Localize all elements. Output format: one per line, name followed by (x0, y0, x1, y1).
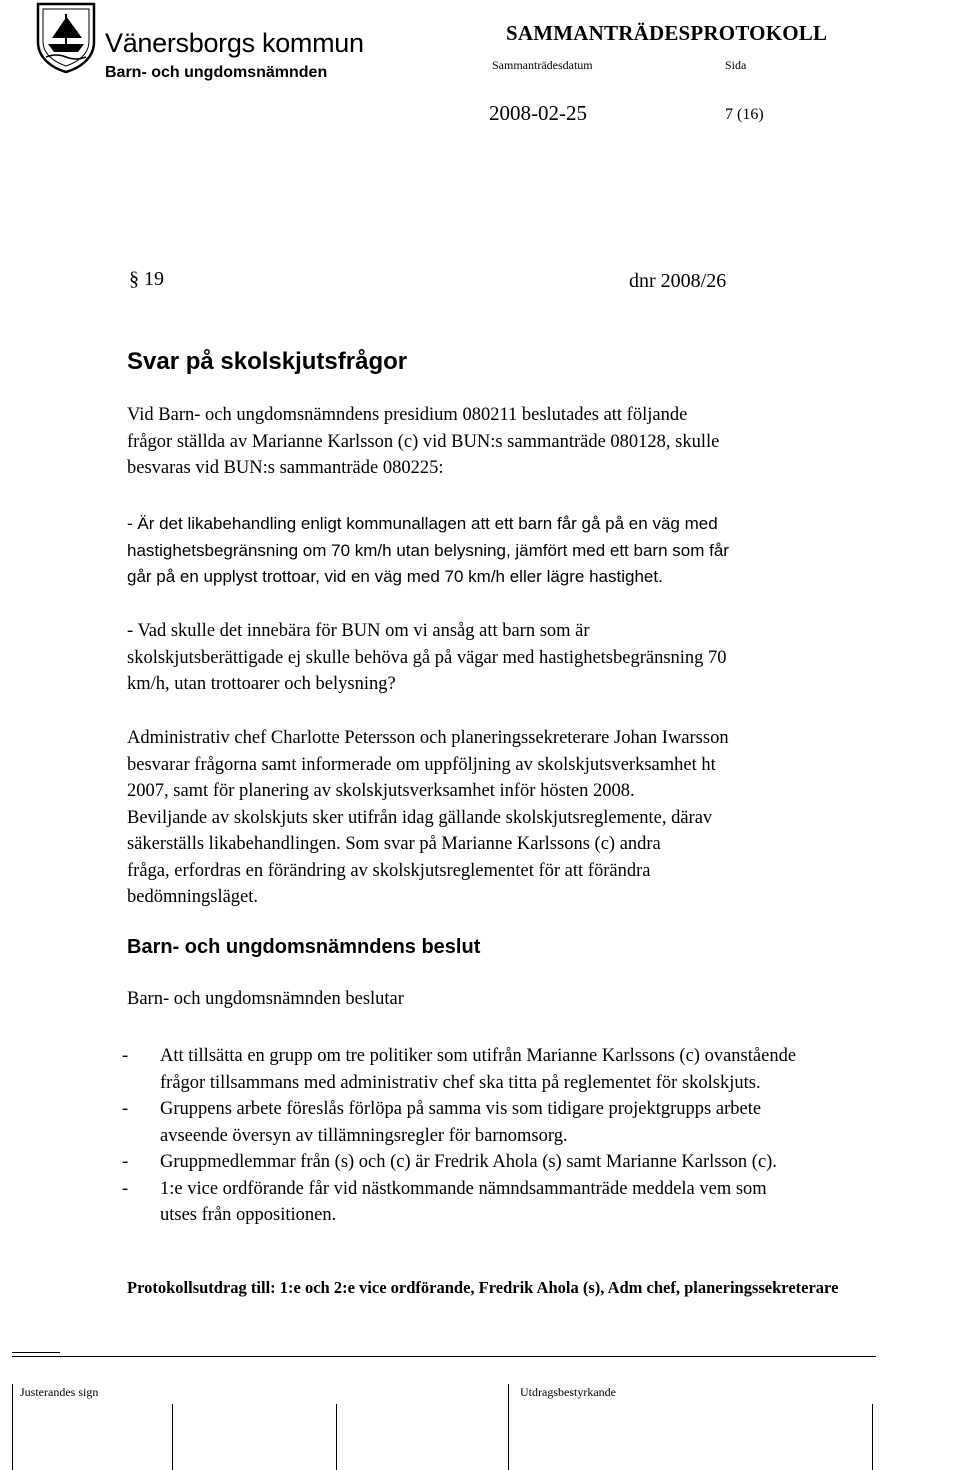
text-line: - Vad skulle det innebära för BUN om vi ansåg att barn som är (127, 621, 590, 641)
text-line: utses från oppositionen. (160, 1205, 337, 1225)
text-line: - Är det likabehandling enligt kommunallagen att ett barn får gå på en väg med (127, 514, 718, 533)
signature-box-divider (872, 1404, 873, 1470)
signature-box-divider (12, 1384, 13, 1470)
extract-certification-label: Utdragsbestyrkande (520, 1385, 616, 1399)
signature-box-divider (508, 1384, 509, 1470)
text-line: Vid Barn- och ungdomsnämndens presidium 080211 beslutades att följande (127, 405, 688, 425)
text-line: skolskjutsberättigade ej skulle behöva gå på vägar med hastighetsbegränsning 70 (127, 647, 727, 668)
text-line: bedömningsläget. (127, 887, 259, 907)
sign-label: Justerandes sign (20, 1385, 99, 1399)
dash-marker: - (122, 1099, 129, 1119)
list-item (122, 1149, 796, 1176)
department-name: Barn- och ungdomsnämnden (105, 64, 328, 81)
question-one (127, 511, 729, 591)
text-line: Gruppens arbete föreslås förlöpa på samma vis som tidigare projektgrupps arbete (160, 1099, 762, 1119)
signature-box-divider (336, 1404, 337, 1470)
text-line: besvaras vid BUN:s sammanträde 080225: (127, 458, 444, 478)
registration-number: dnr 2008/26 (629, 270, 727, 292)
dash-marker: - (122, 1178, 129, 1199)
text-line: säkerställs likabehandlingen. Som svar på Marianne Karlssons (c) andra (127, 834, 661, 854)
footer-rule (12, 1356, 876, 1357)
document-type: SAMMANTRÄDESPROTOKOLL (506, 21, 828, 45)
decision-lead: Barn- och ungdomsnämnden beslutar (127, 989, 404, 1009)
question-two (127, 618, 727, 698)
decision-list (122, 1043, 796, 1229)
text-line: Att tillsätta en grupp om tre politiker som utifrån Marianne Karlssons (c) ovanstående (160, 1046, 797, 1066)
text-line: hastighetsbegränsning om 70 km/h utan belysning, jämfört med ett barn som får (127, 540, 729, 560)
dash-marker: - (122, 1046, 129, 1066)
text-line: Beviljande av skolskjuts sker utifrån idag gällande skolskjutsreglemente, därav (127, 807, 713, 828)
text-line: Gruppmedlemmar från (s) och (c) är Fredrik Ahola (s) samt Marianne Karlsson (c). (160, 1152, 777, 1172)
decision-heading: Barn- och ungdomsnämndens beslut (127, 936, 481, 958)
footer-short-rule (12, 1352, 60, 1353)
text-line: fråga, erfordras en förändring av skolskjutsreglementet för att förändra (127, 860, 651, 881)
text-line: 1:e vice ordförande får vid nästkommande nämndsammanträde meddela vem som (160, 1178, 767, 1199)
text-line: går på en upplyst trottoar, vid en väg med 70 km/h eller lägre hastighet. (127, 567, 663, 586)
page-number: 7 (16) (725, 106, 764, 123)
meeting-date-label: Sammanträdesdatum (492, 58, 593, 72)
answer-paragraph (127, 725, 729, 911)
organization-name: Vänersborgs kommun (105, 28, 364, 58)
text-line: avseende översyn av tillämningsregler för barnomsorg. (160, 1125, 568, 1146)
signature-box-divider (172, 1404, 173, 1470)
text-line: frågor ställda av Marianne Karlsson (c) vid BUN:s sammanträde 080128, skulle (127, 431, 720, 452)
text-line: 2007, samt för planering av skolskjutsverksamhet inför hösten 2008. (127, 781, 635, 801)
list-item (122, 1096, 796, 1149)
list-item (122, 1176, 796, 1229)
list-item (122, 1043, 796, 1096)
text-line: Administrativ chef Charlotte Petersson och planeringssekreterare Johan Iwarsson (127, 728, 729, 748)
meeting-date: 2008-02-25 (489, 101, 587, 125)
dash-marker: - (122, 1152, 129, 1172)
distribution-note: Protokollsutdrag till: 1:e och 2:e vice ordförande, Fredrik Ahola (s), Adm chef, planeringssekreterare (127, 1278, 839, 1297)
text-line: km/h, utan trottoarer och belysning? (127, 674, 396, 694)
text-line: besvarar frågorna samt informerade om uppföljning av skolskjutsverksamhet ht (127, 754, 716, 775)
intro-paragraph (127, 402, 719, 482)
text-line: frågor tillsammans med administrativ chef ska titta på reglementet för skolskjuts. (160, 1072, 761, 1093)
page-label: Sida (725, 58, 747, 72)
paragraph-number: § 19 (129, 268, 164, 290)
municipality-seal-logo (34, 2, 98, 74)
item-title: Svar på skolskjutsfrågor (127, 348, 408, 375)
